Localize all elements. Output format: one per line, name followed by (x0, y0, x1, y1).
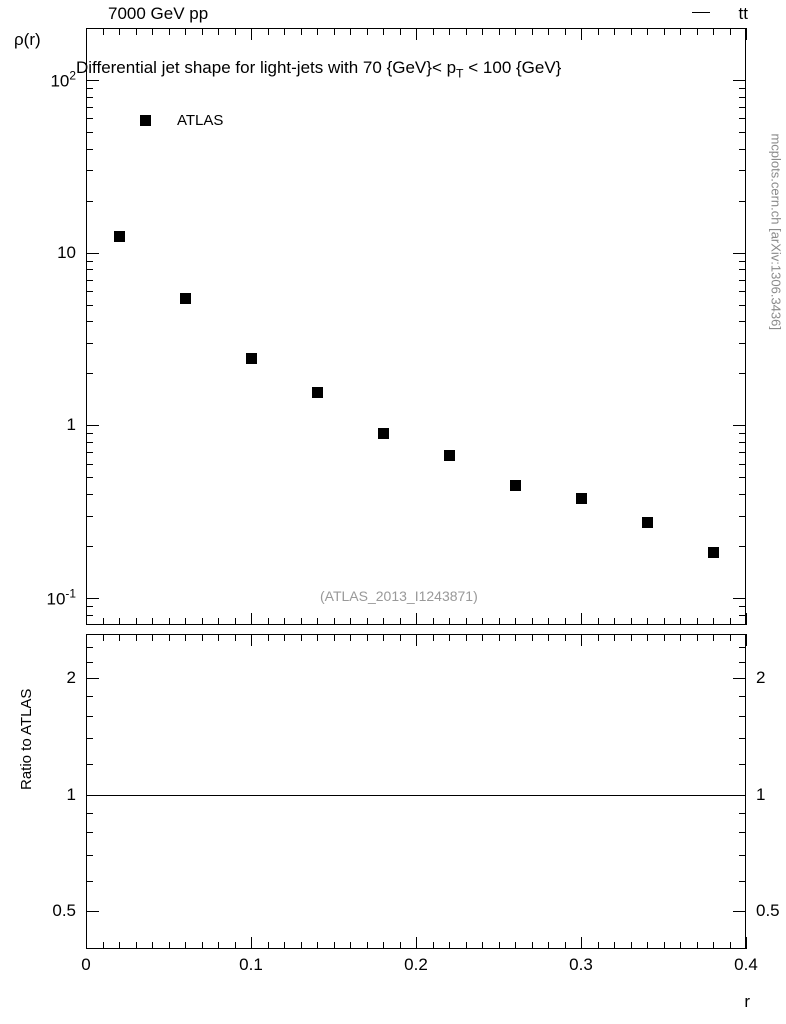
x-tick-minor (400, 618, 401, 625)
ttbar-text: tt (738, 4, 748, 23)
y-tick-major-right (733, 598, 746, 599)
x-tick-minor (136, 942, 137, 949)
x-tick-major-top (746, 28, 747, 40)
y-tick-minor (86, 88, 93, 89)
x-tick-minor (169, 618, 170, 625)
x-tick-minor (317, 618, 318, 625)
x-tick-minor-top (400, 28, 401, 35)
ratio-y-tick-minor-right (739, 696, 746, 697)
x-tick-minor (631, 618, 632, 625)
x-tick-major-top (416, 634, 417, 646)
y-tick-minor-right (739, 201, 746, 202)
ratio-y-axis-label: Ratio to ATLAS (18, 688, 35, 790)
x-tick-minor (713, 618, 714, 625)
x-tick-minor-top (515, 28, 516, 35)
x-tick-minor (565, 942, 566, 949)
y-tick-minor (86, 132, 93, 133)
x-tick-minor (598, 942, 599, 949)
x-tick-minor (301, 618, 302, 625)
x-tick-minor-top (697, 28, 698, 35)
x-tick-minor (548, 618, 549, 625)
x-tick-minor (466, 618, 467, 625)
x-tick-minor-top (218, 28, 219, 35)
x-tick-minor (631, 942, 632, 949)
x-tick-label: 0.4 (734, 955, 758, 974)
y-tick-minor-right (739, 107, 746, 108)
x-tick-minor-top (697, 634, 698, 641)
y-tick-minor (86, 269, 93, 270)
y-tick-major-right (733, 80, 746, 81)
data-point-atlas (708, 547, 719, 558)
x-tick-minor (499, 942, 500, 949)
plot-title (76, 58, 561, 80)
ratio-y-tick-minor (86, 678, 93, 679)
x-tick-minor-top (664, 28, 665, 35)
data-point-atlas (114, 231, 125, 242)
x-tick-minor-top (317, 28, 318, 35)
x-tick-minor (202, 618, 203, 625)
y-tick-minor-right (739, 373, 746, 374)
x-tick-major-top (86, 634, 87, 646)
x-tick-minor-top (119, 634, 120, 641)
x-tick-minor-top (317, 634, 318, 641)
x-tick-minor (185, 942, 186, 949)
x-tick-label: 0.2 (404, 955, 428, 974)
x-tick-major-top (581, 634, 582, 646)
y-tick-minor (86, 149, 93, 150)
y-tick-minor (86, 280, 93, 281)
x-tick-minor-top (449, 634, 450, 641)
x-tick-minor-top (499, 28, 500, 35)
x-tick-minor (730, 618, 731, 625)
plot-title-suffix: < 100 {GeV} (463, 58, 562, 77)
y-tick-minor-right (739, 280, 746, 281)
x-tick-minor (680, 618, 681, 625)
x-tick-minor (367, 942, 368, 949)
x-tick-minor (218, 942, 219, 949)
x-tick-major-top (251, 28, 252, 40)
y-tick-minor (86, 97, 93, 98)
x-tick-minor-top (713, 634, 714, 641)
data-point-atlas (642, 517, 653, 528)
x-tick-minor (433, 618, 434, 625)
x-tick-major (746, 937, 747, 949)
x-tick-minor-top (713, 28, 714, 35)
x-tick-major-top (416, 28, 417, 40)
y-tick-minor (86, 615, 93, 616)
y-tick-minor-right (739, 261, 746, 262)
x-tick-minor-top (334, 634, 335, 641)
x-tick-minor-top (136, 634, 137, 641)
x-tick-minor-top (202, 634, 203, 641)
y-tick-minor-right (739, 606, 746, 607)
plot-title-prefix: Differential jet shape for light-jets with 70 {GeV}< p (76, 58, 457, 77)
y-tick-minor (86, 464, 93, 465)
x-tick-minor-top (301, 28, 302, 35)
ratio-y-tick-label-right: 0.5 (756, 901, 780, 921)
y-tick-minor-right (739, 305, 746, 306)
y-tick-minor (86, 433, 93, 434)
x-tick-major (416, 613, 417, 625)
y-tick-minor (86, 291, 93, 292)
y-tick-minor-right (739, 149, 746, 150)
x-tick-minor-top (202, 28, 203, 35)
y-tick-major (86, 253, 99, 254)
y-tick-minor-right (739, 132, 746, 133)
x-tick-minor (152, 942, 153, 949)
x-tick-minor (664, 618, 665, 625)
x-tick-minor-top (218, 634, 219, 641)
ratio-y-tick-minor (86, 911, 93, 912)
x-tick-minor (119, 942, 120, 949)
x-tick-minor (697, 942, 698, 949)
y-tick-minor-right (739, 291, 746, 292)
x-tick-minor (565, 618, 566, 625)
ratio-y-tick-minor-right (739, 911, 746, 912)
x-tick-minor (515, 618, 516, 625)
y-tick-minor-right (739, 170, 746, 171)
y-tick-minor-right (739, 516, 746, 517)
y-tick-minor-right (739, 477, 746, 478)
x-tick-minor (449, 942, 450, 949)
x-tick-minor (169, 942, 170, 949)
x-tick-minor-top (152, 634, 153, 641)
x-tick-minor-top (284, 28, 285, 35)
x-tick-minor (433, 942, 434, 949)
y-tick-minor (86, 118, 93, 119)
y-tick-minor-right (739, 343, 746, 344)
y-tick-minor (86, 516, 93, 517)
y-tick-minor (86, 442, 93, 443)
y-tick-minor (86, 477, 93, 478)
x-tick-minor-top (152, 28, 153, 35)
x-tick-minor (647, 942, 648, 949)
y-tick-minor (86, 305, 93, 306)
x-tick-major (581, 613, 582, 625)
y-tick-minor-right (739, 546, 746, 547)
x-tick-minor (317, 942, 318, 949)
ratio-y-tick-label-right: 1 (756, 784, 766, 804)
x-tick-minor-top (350, 634, 351, 641)
x-tick-minor (466, 942, 467, 949)
x-tick-minor (515, 942, 516, 949)
x-tick-minor-top (466, 28, 467, 35)
x-tick-minor-top (334, 28, 335, 35)
ratio-y-tick-minor-right (739, 881, 746, 882)
ratio-y-tick-label: 1 (66, 784, 76, 804)
y-tick-minor (86, 321, 93, 322)
ratio-reference-line (86, 795, 746, 796)
y-tick-minor (86, 373, 93, 374)
y-tick-label: $10^2$ (50, 68, 76, 91)
y-tick-minor-right (739, 88, 746, 89)
ratio-y-tick-label: 0.5 (52, 901, 76, 921)
x-tick-minor (268, 618, 269, 625)
x-tick-minor-top (598, 634, 599, 641)
ratio-y-tick-minor (86, 813, 93, 814)
y-tick-minor-right (739, 433, 746, 434)
legend (140, 112, 223, 129)
ratio-y-tick-minor (86, 881, 93, 882)
main-y-axis-label: ρ(r) (14, 30, 41, 49)
x-tick-minor-top (565, 634, 566, 641)
y-tick-minor-right (739, 442, 746, 443)
ratio-y-tick-minor-right (739, 764, 746, 765)
x-tick-minor-top (301, 634, 302, 641)
x-tick-minor (235, 618, 236, 625)
y-tick-major (86, 80, 99, 81)
ratio-y-tick-minor-right (739, 647, 746, 648)
x-tick-minor (664, 942, 665, 949)
x-tick-major-top (746, 634, 747, 646)
data-point-atlas (378, 428, 389, 439)
x-tick-minor (400, 942, 401, 949)
y-tick-minor-right (739, 615, 746, 616)
y-tick-major-right (733, 253, 746, 254)
x-tick-minor-top (548, 28, 549, 35)
y-tick-minor (86, 201, 93, 202)
x-tick-minor-top (103, 634, 104, 641)
y-tick-minor (86, 343, 93, 344)
x-tick-minor (185, 618, 186, 625)
x-tick-minor-top (730, 634, 731, 641)
x-tick-minor-top (515, 634, 516, 641)
x-tick-label: 0.1 (239, 955, 263, 974)
x-tick-minor-top (136, 28, 137, 35)
x-tick-minor-top (433, 28, 434, 35)
ratio-y-tick-minor-right (739, 678, 746, 679)
x-tick-minor-top (647, 634, 648, 641)
x-tick-minor-top (433, 634, 434, 641)
x-tick-minor (482, 942, 483, 949)
ratio-y-tick-minor-right (739, 832, 746, 833)
data-point-atlas (312, 387, 323, 398)
ratio-y-tick-minor-right (739, 662, 746, 663)
x-tick-minor (103, 618, 104, 625)
x-tick-minor (202, 942, 203, 949)
x-tick-minor (532, 618, 533, 625)
data-point-atlas (510, 480, 521, 491)
x-tick-minor-top (482, 634, 483, 641)
y-tick-minor-right (739, 494, 746, 495)
x-tick-minor-top (169, 634, 170, 641)
x-tick-minor (482, 618, 483, 625)
y-tick-minor-right (739, 452, 746, 453)
source-credit: mcplots.cern.ch [arXiv:1306.3436] (769, 133, 784, 330)
y-tick-minor (86, 546, 93, 547)
x-tick-major (251, 613, 252, 625)
data-point-atlas (246, 353, 257, 364)
x-tick-minor-top (499, 634, 500, 641)
x-tick-minor-top (185, 634, 186, 641)
ratio-y-tick-minor-right (739, 738, 746, 739)
x-tick-minor-top (268, 28, 269, 35)
x-tick-minor-top (235, 634, 236, 641)
x-tick-minor (301, 942, 302, 949)
x-tick-minor (284, 942, 285, 949)
x-tick-minor (680, 942, 681, 949)
y-tick-major-right (733, 425, 746, 426)
plot-title-subscript: T (456, 66, 464, 81)
ratio-y-tick-minor (86, 855, 93, 856)
x-tick-minor-top (680, 28, 681, 35)
x-tick-minor (152, 618, 153, 625)
x-tick-minor (350, 942, 351, 949)
x-tick-minor-top (284, 634, 285, 641)
ratio-y-tick-label-right: 2 (756, 668, 766, 688)
x-tick-minor-top (631, 634, 632, 641)
x-tick-minor (334, 618, 335, 625)
x-tick-minor (334, 942, 335, 949)
x-tick-major (746, 613, 747, 625)
x-tick-minor-top (680, 634, 681, 641)
y-tick-minor-right (739, 269, 746, 270)
x-tick-minor (136, 618, 137, 625)
x-axis-label: r (744, 992, 750, 1011)
y-tick-major (86, 425, 99, 426)
x-tick-major (416, 937, 417, 949)
legend-marker-atlas (140, 115, 151, 126)
x-tick-minor-top (730, 28, 731, 35)
x-tick-major (86, 937, 87, 949)
ratio-y-tick-label: 2 (66, 668, 76, 688)
x-tick-minor-top (119, 28, 120, 35)
x-tick-minor-top (367, 28, 368, 35)
y-tick-minor (86, 107, 93, 108)
analysis-id-watermark: (ATLAS_2013_I1243871) (320, 588, 478, 604)
y-tick-minor-right (739, 118, 746, 119)
x-tick-minor (499, 618, 500, 625)
x-tick-label: 0.3 (569, 955, 593, 974)
ratio-y-tick-minor (86, 647, 93, 648)
x-tick-major-top (251, 634, 252, 646)
y-tick-minor (86, 261, 93, 262)
ratio-y-tick-minor (86, 764, 93, 765)
y-tick-minor (86, 606, 93, 607)
x-tick-minor-top (548, 634, 549, 641)
x-tick-minor-top (614, 634, 615, 641)
x-tick-minor-top (383, 634, 384, 641)
x-tick-minor-top (383, 28, 384, 35)
beam-energy-label: 7000 GeV pp (108, 4, 209, 23)
x-tick-minor (268, 942, 269, 949)
ratio-y-tick-minor-right (739, 813, 746, 814)
x-tick-minor-top (367, 634, 368, 641)
ratio-y-tick-minor-right (739, 855, 746, 856)
x-tick-minor-top (268, 634, 269, 641)
x-tick-minor (235, 942, 236, 949)
y-tick-minor (86, 494, 93, 495)
x-tick-minor (713, 942, 714, 949)
x-tick-minor-top (532, 634, 533, 641)
ratio-y-tick-minor (86, 738, 93, 739)
x-tick-minor-top (614, 28, 615, 35)
x-tick-minor (449, 618, 450, 625)
ratio-plot-frame (86, 634, 746, 949)
ratio-y-tick-minor (86, 832, 93, 833)
x-tick-minor (532, 942, 533, 949)
x-tick-minor-top (235, 28, 236, 35)
x-tick-minor (350, 618, 351, 625)
y-tick-minor (86, 452, 93, 453)
x-tick-minor (614, 618, 615, 625)
data-point-atlas (444, 450, 455, 461)
x-tick-major-top (581, 28, 582, 40)
x-tick-minor-top (532, 28, 533, 35)
ratio-y-tick-minor (86, 696, 93, 697)
x-tick-minor (598, 618, 599, 625)
x-tick-minor (218, 618, 219, 625)
ratio-y-tick-minor-right (739, 716, 746, 717)
x-tick-minor-top (664, 634, 665, 641)
x-tick-label: 0 (81, 955, 91, 974)
x-tick-minor-top (466, 634, 467, 641)
x-tick-minor (383, 618, 384, 625)
x-tick-minor-top (350, 28, 351, 35)
x-tick-minor (284, 618, 285, 625)
x-tick-minor-top (631, 28, 632, 35)
y-tick-minor (86, 170, 93, 171)
y-tick-minor-right (739, 464, 746, 465)
x-tick-minor-top (185, 28, 186, 35)
x-tick-minor-top (449, 28, 450, 35)
x-tick-minor (383, 942, 384, 949)
legend-label-atlas: ATLAS (177, 112, 224, 129)
x-tick-minor-top (565, 28, 566, 35)
x-tick-minor-top (647, 28, 648, 35)
y-tick-label: 10 (57, 242, 76, 262)
data-point-atlas (180, 293, 191, 304)
x-tick-minor (119, 618, 120, 625)
x-tick-major-top (86, 28, 87, 40)
y-tick-major (86, 598, 99, 599)
x-tick-minor (548, 942, 549, 949)
ratio-y-tick-minor (86, 662, 93, 663)
y-tick-label: $10^{-1}$ (46, 586, 76, 609)
y-tick-label: 1 (66, 415, 76, 435)
x-tick-minor-top (400, 634, 401, 641)
x-tick-minor-top (598, 28, 599, 35)
x-tick-major (581, 937, 582, 949)
x-tick-minor (367, 618, 368, 625)
x-tick-minor-top (103, 28, 104, 35)
y-tick-minor-right (739, 321, 746, 322)
y-tick-minor-right (739, 97, 746, 98)
ratio-y-tick-minor (86, 716, 93, 717)
x-tick-minor-top (482, 28, 483, 35)
x-tick-major (251, 937, 252, 949)
x-tick-minor (647, 618, 648, 625)
data-point-atlas (576, 493, 587, 504)
process-label (739, 4, 748, 24)
x-tick-minor (730, 942, 731, 949)
x-tick-minor (697, 618, 698, 625)
x-tick-minor-top (169, 28, 170, 35)
x-tick-minor (103, 942, 104, 949)
x-tick-minor (614, 942, 615, 949)
